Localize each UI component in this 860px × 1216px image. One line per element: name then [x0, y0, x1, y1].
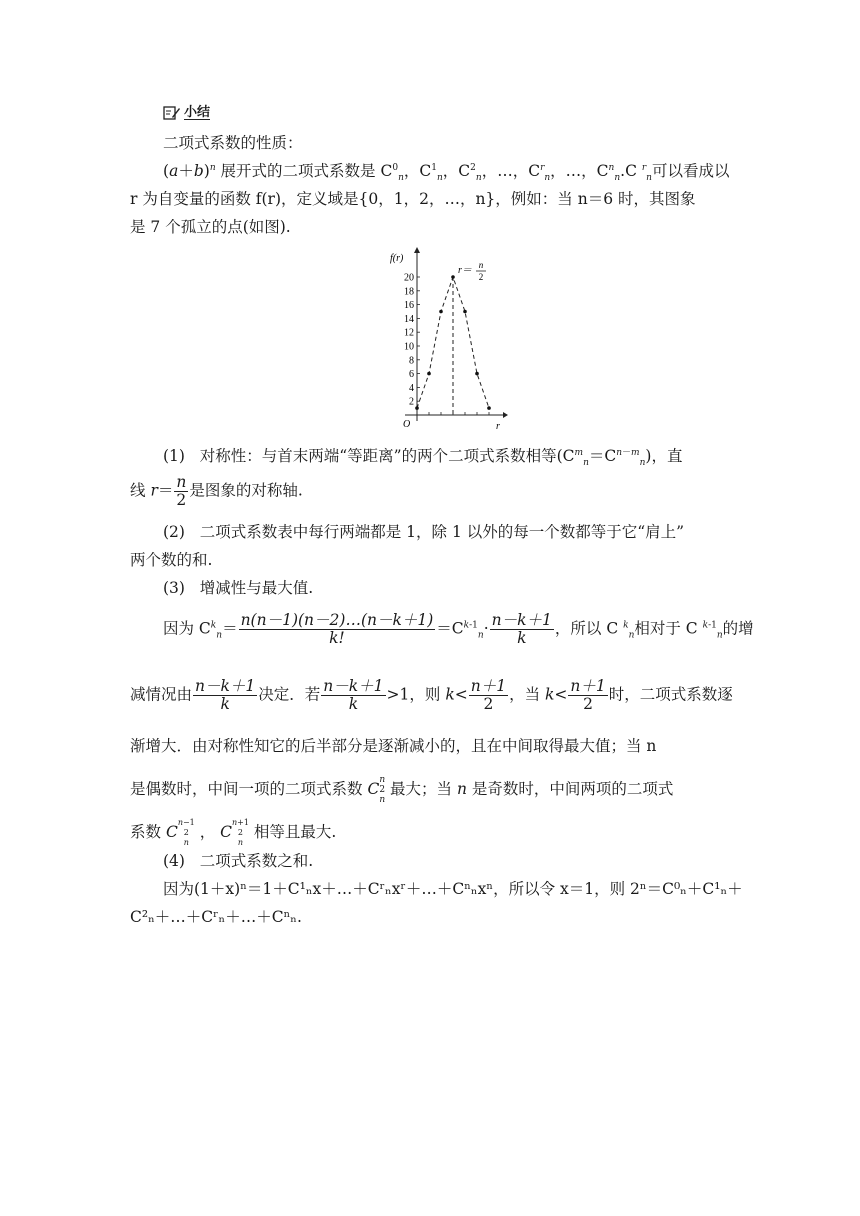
prop-3-line-5: 系数 Cn−1 2 n ， Cn+1 2 n 相等且最大. [130, 818, 337, 847]
y-tick-label: 12 [404, 327, 414, 339]
intro-title: 二项式系数的性质： [163, 134, 303, 152]
summary-heading [163, 105, 210, 121]
y-tick-label: 8 [409, 355, 414, 367]
data-point [451, 275, 455, 279]
y-tick-label: 16 [404, 300, 414, 312]
intro-line-1: $(a+b)^n$ 展开式的二项式系数是 $C^0_n$，$C^1_n$，$C^2_n$，…，$C^r_n$，…，$C^n_n.C$ $^r_n$可以看成以 [163, 162, 730, 184]
annotation-denominator: 2 [478, 272, 484, 282]
prop-3-line-3: 渐增大．由对称性知它的后半部分是逐渐减小的，且在中间取得最大值；当 n [130, 737, 657, 755]
intro-line-2: r 为自变量的函数 f(r)，定义域是{0，1，2，…，n}，例如：当 n＝6 时，其图象 [130, 190, 696, 208]
prop-3-line-2: 减情况由 $\frac{n-k+1}{k}$ 决定．若 $\frac{n-k+1}{k}$ >1，则 k< $\frac{n+1}{2}$ ，当 k< $\frac{n+1}{2}$ 时，二项式系数逐 [130, 677, 733, 713]
data-point [415, 406, 419, 410]
origin-label: O [403, 419, 411, 430]
n-over-2-fraction: $\frac{n}{2}$ [176, 473, 187, 509]
y-tick-label: 14 [404, 313, 414, 325]
data-point [463, 310, 467, 314]
y-tick-label: 6 [409, 369, 414, 381]
y-tick-label: 18 [404, 286, 414, 298]
prop-3-formula: 因为 $C^k_n=$ $\frac{n(n-1)(n-2)\dots(n-k+1)}{k!}$ $=C^{k-1}_n\cdot$ $\frac{n-k+1}{k}$ ，所以 C $^k_n$相对于 C $^{k-1}_n$的增 [163, 611, 754, 647]
prop-4-heading: (4) 二项式系数之和. [163, 852, 314, 870]
data-point [439, 310, 443, 314]
prop-2-line-2: 两个数的和. [130, 551, 213, 569]
y-axis-arrow [414, 247, 420, 253]
prop-1-line-1: (1) 对称性：与首末两端“等距离”的两个二项式系数相等$(C^m_n=C^{n-m}_n)$，直 [163, 447, 683, 469]
y-axis-label: f(r) [390, 253, 404, 264]
x-axis-arrow [503, 412, 508, 418]
y-tick-label: 20 [404, 272, 414, 284]
annotation-lhs: r＝ [458, 265, 472, 276]
prop-2-line-1: (2) 二项式系数表中每行两端都是 1，除 1 以外的每一个数都等于它“肩上” [163, 523, 685, 541]
prop-4-line-2: C²ₙ＋…＋Cʳₙ＋…＋Cⁿₙ. [130, 908, 302, 926]
prop-3-line-4: 是偶数时，中间一项的二项式系数 Cn 2 n 最大；当 n 是奇数时，中间两项的二项式 [130, 775, 674, 805]
y-tick-label: 4 [409, 382, 414, 394]
data-point [427, 372, 431, 376]
binomial-coefficient-chart [385, 243, 510, 433]
y-tick-label: 2 [409, 396, 414, 408]
data-point [475, 372, 479, 376]
y-tick-label: 10 [404, 341, 414, 353]
data-point [487, 406, 491, 410]
prop-1-line-2: 线 r＝ $\frac{n}{2}$ 是图象的对称轴. [130, 473, 303, 509]
prop-3-heading: (3) 增减性与最大值. [163, 579, 314, 597]
prop-4-line-1: 因为(1＋x)ⁿ＝1＋C¹ₙx＋…＋Cʳₙxʳ＋…＋Cⁿₙxⁿ，所以令 x＝1，则 2ⁿ＝C⁰ₙ＋C¹ₙ＋ [163, 880, 743, 898]
prop-1-number: (1) [163, 447, 185, 465]
x-axis-label: r [496, 421, 500, 432]
intro-line-3: 是 7 个孤立的点(如图). [130, 218, 291, 236]
pencil-note-icon [163, 105, 181, 121]
annotation-numerator: n [478, 260, 484, 270]
summary-heading-label: 小结 [184, 105, 211, 120]
